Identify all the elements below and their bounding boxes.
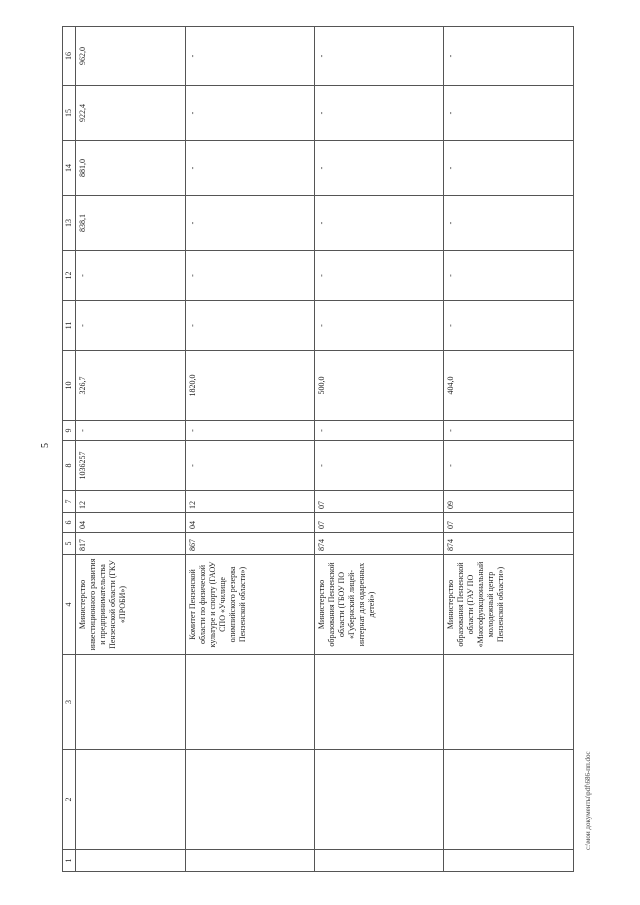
cell-col-14: 881,0 (76, 141, 186, 196)
cell-col-12: - (444, 251, 574, 301)
cell-col-12: - (76, 251, 186, 301)
empty-cell (444, 850, 574, 872)
cell-col-8: 1036257 (76, 441, 186, 491)
cell-organization: Комитет Пензенской области по физической культуре и спорту (ГАОУ СПО «Училище олимпийского резерва Пензенской области») (185, 555, 314, 655)
table-row (76, 27, 186, 872)
column-header-3: 3 (63, 655, 76, 750)
cell-col-14: - (185, 141, 314, 196)
column-header-14: 14 (63, 141, 76, 196)
header-row (63, 27, 76, 872)
column-header-4: 4 (63, 555, 76, 655)
column-header-5: 5 (63, 533, 76, 555)
cell-col-11: - (315, 301, 444, 351)
cell-col-5: 874 (444, 533, 574, 555)
cell-col-9: - (444, 421, 574, 441)
column-header-11: 11 (63, 301, 76, 351)
cell-col-7: 09 (444, 491, 574, 513)
column-header-1: 1 (63, 850, 76, 872)
column-header-9: 9 (63, 421, 76, 441)
empty-cell (76, 850, 186, 872)
table-row (315, 27, 444, 872)
cell-col-7: 12 (76, 491, 186, 513)
cell-organization: Министерство образования Пензенской области (ГБОУ ПО «Губернский лицей-интернат для одаренных детей») (315, 555, 444, 655)
column-header-15: 15 (63, 86, 76, 141)
cell-col-13: - (315, 196, 444, 251)
cell-col-5: 874 (315, 533, 444, 555)
empty-cell (444, 655, 574, 750)
column-header-13: 13 (63, 196, 76, 251)
cell-col-15: - (315, 86, 444, 141)
empty-cell (185, 750, 314, 850)
cell-col-8: - (444, 441, 574, 491)
cell-col-9: - (315, 421, 444, 441)
budget-table-rotated (62, 27, 574, 872)
cell-organization: Министерство инвестиционного развития и предпринимательства Пензенской области (ГКУ «ПРОБИ») (76, 555, 186, 655)
column-header-8: 8 (63, 441, 76, 491)
cell-col-6: 07 (444, 513, 574, 533)
cell-col-10: 1820,0 (185, 351, 314, 421)
cell-col-13: - (444, 196, 574, 251)
cell-col-6: 04 (76, 513, 186, 533)
cell-col-15: 922,4 (76, 86, 186, 141)
column-header-7: 7 (63, 491, 76, 513)
cell-col-11: - (444, 301, 574, 351)
cell-col-5: 817 (76, 533, 186, 555)
column-header-10: 10 (63, 351, 76, 421)
cell-col-10: 404,0 (444, 351, 574, 421)
cell-col-5: 867 (185, 533, 314, 555)
cell-col-16: - (444, 27, 574, 86)
cell-col-14: - (444, 141, 574, 196)
cell-col-6: 04 (185, 513, 314, 533)
empty-cell (315, 850, 444, 872)
cell-organization: Министерство образования Пензенской области (ГАУ ПО «Многофункциональный молодежный центр Пензенской области») (444, 555, 574, 655)
column-header-16: 16 (63, 27, 76, 86)
cell-col-8: - (315, 441, 444, 491)
column-header-12: 12 (63, 251, 76, 301)
cell-col-9: - (76, 421, 186, 441)
table-row (444, 27, 574, 872)
empty-cell (185, 850, 314, 872)
cell-col-11: - (185, 301, 314, 351)
cell-col-12: - (315, 251, 444, 301)
cell-col-13: 838,1 (76, 196, 186, 251)
cell-col-15: - (444, 86, 574, 141)
table-row (185, 27, 314, 872)
budget-table (62, 26, 574, 872)
empty-cell (315, 655, 444, 750)
page-number: 5 (40, 443, 51, 448)
cell-col-13: - (185, 196, 314, 251)
empty-cell (185, 655, 314, 750)
cell-col-10: 500,0 (315, 351, 444, 421)
cell-col-16: - (315, 27, 444, 86)
empty-cell (444, 750, 574, 850)
cell-col-7: 12 (185, 491, 314, 513)
cell-col-7: 07 (315, 491, 444, 513)
column-header-6: 6 (63, 513, 76, 533)
cell-col-11: - (76, 301, 186, 351)
cell-col-10: 326,7 (76, 351, 186, 421)
cell-col-15: - (185, 86, 314, 141)
footer-path: c:\мои документы\pdf\686-пп.doc (584, 751, 592, 850)
cell-col-9: - (185, 421, 314, 441)
cell-col-12: - (185, 251, 314, 301)
empty-cell (76, 655, 186, 750)
cell-col-6: 07 (315, 513, 444, 533)
cell-col-16: 962,0 (76, 27, 186, 86)
cell-col-8: - (185, 441, 314, 491)
empty-cell (315, 750, 444, 850)
cell-col-14: - (315, 141, 444, 196)
empty-cell (76, 750, 186, 850)
column-header-2: 2 (63, 750, 76, 850)
cell-col-16: - (185, 27, 314, 86)
